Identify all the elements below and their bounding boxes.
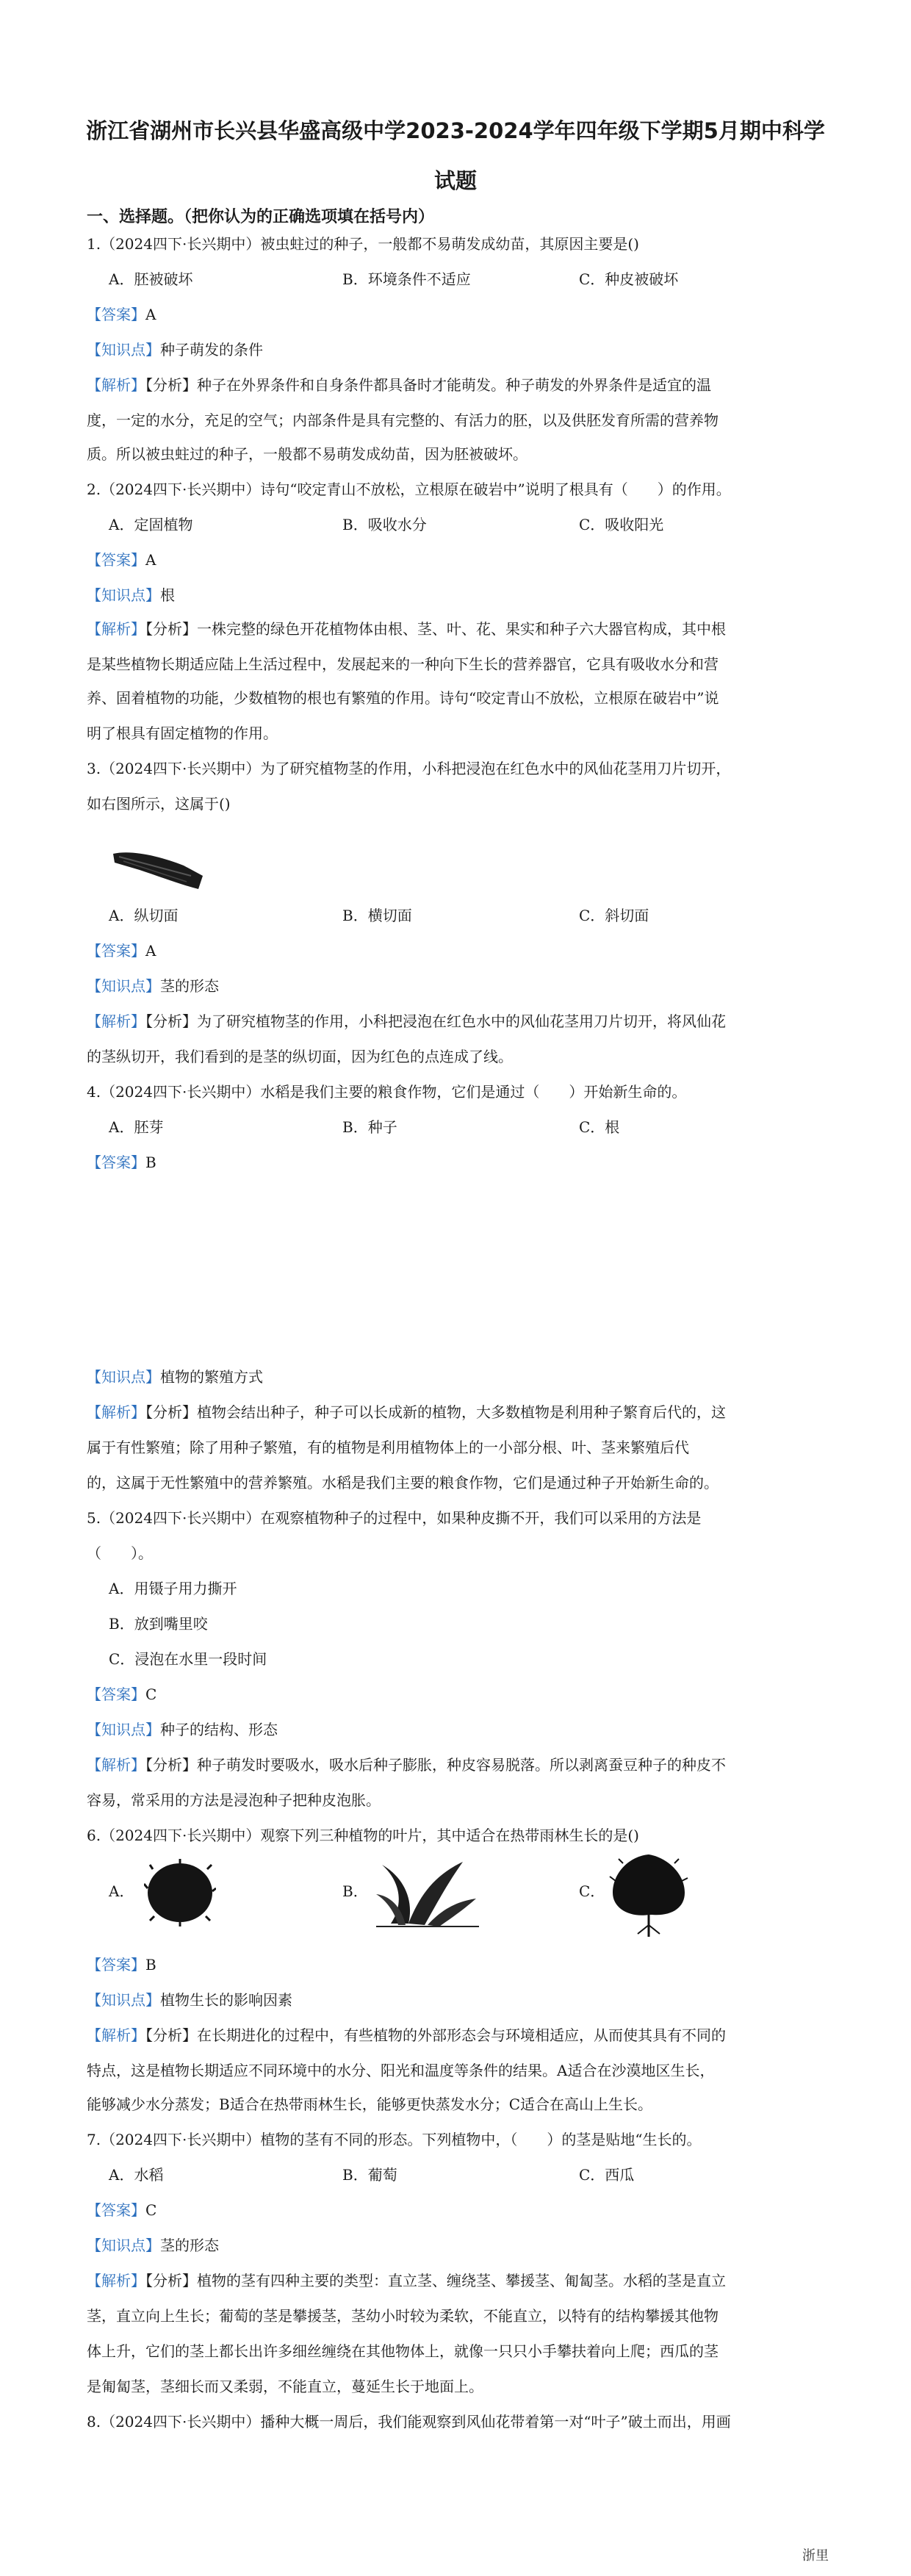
q4-answer: 【答案】B (87, 1154, 156, 1171)
q2-answer: 【答案】A (87, 551, 156, 569)
q7-option-b: B．葡萄 (342, 2166, 397, 2184)
q4-analysis-2: 属于有性繁殖；除了用种子繁殖，有的植物是利用植物体上的一小部分根、叶、茎来繁殖后代 (87, 1439, 689, 1456)
q4-option-a: A．胚芽 (109, 1118, 164, 1136)
q2-option-a: A．定固植物 (109, 516, 193, 533)
q6-analysis-3: 能够减少水分蒸发；B适合在热带雨林生长，能够更快蒸发水分；C适合在高山上生长。 (87, 2095, 652, 2113)
q1-answer: 【答案】A (87, 306, 156, 323)
q2-stem: 2.（2024四下·长兴期中）诗句“咬定青山不放松，立根原在破岩中”说明了根具有（ ）的作用。 (87, 481, 731, 498)
q5-knowledge: 【知识点】种子的结构、形态 (87, 1721, 278, 1738)
q1-option-a: A．胚被破坏 (109, 270, 193, 288)
q6-knowledge: 【知识点】植物生长的影响因素 (87, 1991, 292, 2009)
q7-answer: 【答案】C (87, 2201, 157, 2219)
q3-answer: 【答案】A (87, 942, 156, 960)
q5-option-b: B．放到嘴里咬 (109, 1615, 208, 1633)
q7-analysis-3: 体上升，它们的茎上都长出许多细丝缠绕在其他物体上，就像一只只小手攀扶着向上爬；西瓜的茎 (87, 2342, 719, 2360)
leaf-b-image (376, 1857, 479, 1928)
q1-analysis-3: 质。所以被虫蛀过的种子，一般都不易萌发成幼苗，因为胚被破坏。 (87, 445, 527, 463)
q7-analysis-4: 是匍匐茎，茎细长而又柔弱，不能直立，蔓延生长于地面上。 (87, 2378, 483, 2395)
q4-analysis-3: 的，这属于无性繁殖中的营养繁殖。水稻是我们主要的粮食作物，它们是通过种子开始新生命的。 (87, 1474, 719, 1492)
q6-analysis-2: 特点，这是植物长期适应不同环境中的水分、阳光和温度等条件的结果。A适合在沙漠地区生长， (87, 2062, 715, 2079)
q8-stem: 8.（2024四下·长兴期中）播种大概一周后，我们能观察到风仙花带着第一对“叶子”破土而出，用画 (87, 2413, 731, 2431)
q2-analysis-2: 是某些植物长期适应陆上生活过程中，发展起来的一种向下生长的营养器官，它具有吸收水分和营 (87, 655, 719, 673)
leaf-c-image (608, 1852, 689, 1938)
q1-option-b: B．环境条件不适应 (342, 270, 471, 288)
q6-analysis-1: 【解析】【分析】在长期进化的过程中，有些植物的外部形态会与环境相适应，从而使其具有不同的 (87, 2026, 726, 2044)
q3-analysis-1: 【解析】【分析】为了研究植物茎的作用，小科把浸泡在红色水中的风仙花茎用刀片切开，将风仙花 (87, 1012, 726, 1030)
q7-option-c: C．西瓜 (579, 2166, 635, 2184)
q5-stem-1: 5.（2024四下·长兴期中）在观察植物种子的过程中，如果种皮撕不开，我们可以采用的方法是 (87, 1509, 702, 1527)
q7-knowledge: 【知识点】茎的形态 (87, 2237, 219, 2254)
q1-option-c: C．种皮被破坏 (579, 270, 679, 288)
q2-analysis-4: 明了根具有固定植物的作用。 (87, 724, 278, 742)
q5-answer: 【答案】C (87, 1685, 157, 1703)
q7-analysis-1: 【解析】【分析】植物的茎有四种主要的类型：直立茎、缠绕茎、攀援茎、匍匐茎。水稻的茎是直立 (87, 2272, 726, 2289)
title-line-2: 试题 (433, 168, 477, 193)
q5-analysis-1: 【解析】【分析】种子萌发时要吸水，吸水后种子膨胀，种皮容易脱落。所以剥离蚕豆种子的种皮不 (87, 1756, 726, 1774)
q3-option-c: C．斜切面 (579, 907, 649, 924)
q4-analysis-1: 【解析】【分析】植物会结出种子，种子可以长成新的植物，大多数植物是利用种子繁育后代的，这 (87, 1403, 726, 1421)
q5-option-c: C．浸泡在水里一段时间 (109, 1650, 267, 1668)
page-footer: 浙里 (802, 2548, 829, 2564)
q4-stem: 4.（2024四下·长兴期中）水稻是我们主要的粮食作物，它们是通过（ ）开始新生命的。 (87, 1083, 687, 1101)
q7-stem: 7.（2024四下·长兴期中）植物的茎有不同的形态。下列植物中，（ ）的茎是贴地“生长的。 (87, 2131, 702, 2148)
q2-option-b: B．吸收水分 (342, 516, 427, 533)
q6-stem: 6.（2024四下·长兴期中）观察下列三种植物的叶片，其中适合在热带雨林生长的是() (87, 1827, 639, 1844)
section-heading: 一、选择题。（把你认为的正确选项填在括号内） (87, 208, 435, 226)
q5-analysis-2: 容易，常采用的方法是浸泡种子把种皮泡胀。 (87, 1791, 381, 1809)
q3-option-b: B．横切面 (342, 907, 412, 924)
q3-option-a: A．纵切面 (109, 907, 179, 924)
q2-knowledge: 【知识点】根 (87, 586, 175, 604)
q3-analysis-2: 的茎纵切开，我们看到的是茎的纵切面，因为红色的点连成了线。 (87, 1048, 513, 1065)
q4-option-b: B．种子 (342, 1118, 397, 1136)
q2-analysis-3: 养、固着植物的功能，少数植物的根也有繁殖的作用。诗句“咬定青山不放松，立根原在破岩中”说 (87, 689, 719, 707)
leaf-a-image (144, 1859, 216, 1926)
q7-option-a: A．水稻 (109, 2166, 164, 2184)
q1-stem: 1.（2024四下·长兴期中）被虫蛀过的种子，一般都不易萌发成幼苗，其原因主要是() (87, 235, 639, 253)
stem-longitudinal-section-image (110, 843, 206, 896)
q1-analysis-1: 【解析】【分析】种子在外界条件和自身条件都具备时才能萌发。种子萌发的外界条件是适宜的温 (87, 376, 711, 394)
q3-knowledge: 【知识点】茎的形态 (87, 977, 219, 995)
q6-answer: 【答案】B (87, 1956, 156, 1974)
q6-option-b: B． (342, 1882, 368, 1900)
q2-analysis-1: 【解析】【分析】一株完整的绿色开花植物体由根、茎、叶、花、果实和种子六大器官构成，其中根 (87, 620, 726, 638)
q4-option-c: C．根 (579, 1118, 620, 1136)
q1-analysis-2: 度，一定的水分，充足的空气；内部条件是具有完整的、有活力的胚，以及供胚发育所需的营养物 (87, 411, 719, 429)
q3-stem-1: 3.（2024四下·长兴期中）为了研究植物茎的作用，小科把浸泡在红色水中的风仙花茎用刀片切开， (87, 760, 731, 777)
q5-option-a: A．用镊子用力撕开 (109, 1580, 237, 1597)
q1-knowledge: 【知识点】种子萌发的条件 (87, 341, 263, 359)
q7-analysis-2: 茎，直立向上生长；葡萄的茎是攀援茎，茎幼小时较为柔软，不能直立，以特有的结构攀援其他物 (87, 2307, 719, 2325)
q3-stem-2: 如右图所示，这属于() (87, 795, 231, 813)
q2-option-c: C．吸收阳光 (579, 516, 664, 533)
q6-option-a: A． (109, 1882, 134, 1900)
q6-option-c: C． (579, 1882, 605, 1900)
title-line-1: 浙江省湖州市长兴县华盛高级中学2023-2024学年四年级下学期5月期中科学 (86, 118, 825, 143)
q5-stem-2: （ ）。 (87, 1544, 153, 1562)
q4-knowledge: 【知识点】植物的繁殖方式 (87, 1368, 263, 1386)
